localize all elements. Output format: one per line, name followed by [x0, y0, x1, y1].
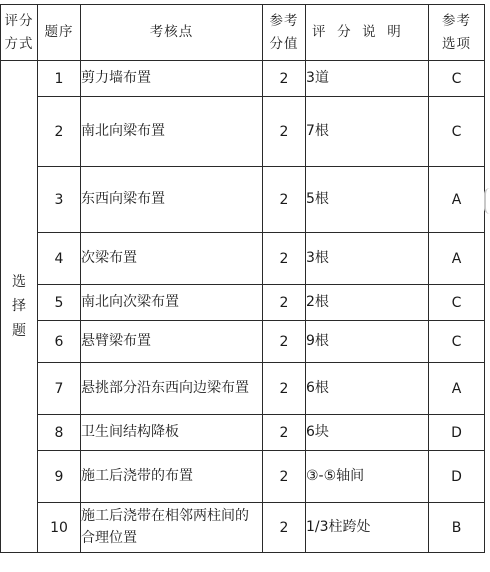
row-score: 2	[263, 503, 306, 553]
row-number: 10	[38, 503, 81, 553]
table-row	[1, 503, 485, 553]
row-number: 9	[38, 451, 81, 503]
row-option: B	[429, 503, 485, 553]
row-score: 2	[263, 61, 306, 97]
header-row	[1, 5, 485, 61]
row-score: 2	[263, 451, 306, 503]
row-number: 2	[38, 97, 81, 167]
row-score: 2	[263, 285, 306, 321]
row-score: 2	[263, 233, 306, 285]
row-option: C	[429, 61, 485, 97]
header-method: 评分 方式	[1, 5, 38, 61]
table-row	[1, 415, 485, 451]
row-score: 2	[263, 363, 306, 415]
row-number: 8	[38, 415, 81, 451]
table-row	[1, 233, 485, 285]
row-point: 施工后浇带的布置	[81, 451, 263, 503]
row-description: 6根	[306, 363, 429, 415]
row-option: D	[429, 451, 485, 503]
row-description: 3道	[306, 61, 429, 97]
row-option: C	[429, 97, 485, 167]
row-description: 5根	[306, 167, 429, 233]
header-score: 参考 分值	[263, 5, 306, 61]
header-number: 题序	[38, 5, 81, 61]
row-point: 次梁布置	[81, 233, 263, 285]
header-option: 参考 选项	[429, 5, 485, 61]
table-row	[1, 167, 485, 233]
row-option: C	[429, 285, 485, 321]
row-option: C	[429, 321, 485, 363]
row-point: 卫生间结构降板	[81, 415, 263, 451]
row-description: 9根	[306, 321, 429, 363]
row-score: 2	[263, 97, 306, 167]
page-edge-mark	[484, 188, 490, 214]
category-cell: 选 择 题	[1, 61, 38, 553]
row-score: 2	[263, 167, 306, 233]
table-row	[1, 321, 485, 363]
row-description: ③-⑤轴间	[306, 451, 429, 503]
row-number: 1	[38, 61, 81, 97]
row-point: 南北向梁布置	[81, 97, 263, 167]
row-number: 5	[38, 285, 81, 321]
row-number: 4	[38, 233, 81, 285]
row-point: 东西向梁布置	[81, 167, 263, 233]
row-description: 3根	[306, 233, 429, 285]
header-assessment-point: 考核点	[81, 5, 263, 61]
row-point: 剪力墙布置	[81, 61, 263, 97]
table-row	[1, 451, 485, 503]
row-option: A	[429, 363, 485, 415]
row-description: 2根	[306, 285, 429, 321]
row-description: 6块	[306, 415, 429, 451]
row-point: 南北向次梁布置	[81, 285, 263, 321]
table-row	[1, 61, 485, 97]
row-number: 7	[38, 363, 81, 415]
row-option: A	[429, 233, 485, 285]
row-description: 7根	[306, 97, 429, 167]
row-score: 2	[263, 321, 306, 363]
header-description: 评 分 说 明	[306, 5, 429, 61]
row-point: 施工后浇带在相邻两柱间的合理位置	[81, 503, 263, 553]
scoring-table	[0, 4, 485, 553]
row-point: 悬臂梁布置	[81, 321, 263, 363]
row-score: 2	[263, 415, 306, 451]
row-option: D	[429, 415, 485, 451]
row-option: A	[429, 167, 485, 233]
row-point: 悬挑部分沿东西向边梁布置	[81, 363, 263, 415]
row-number: 3	[38, 167, 81, 233]
table-row	[1, 97, 485, 167]
table-row	[1, 285, 485, 321]
row-number: 6	[38, 321, 81, 363]
row-description: 1/3柱跨处	[306, 503, 429, 553]
table-row	[1, 363, 485, 415]
